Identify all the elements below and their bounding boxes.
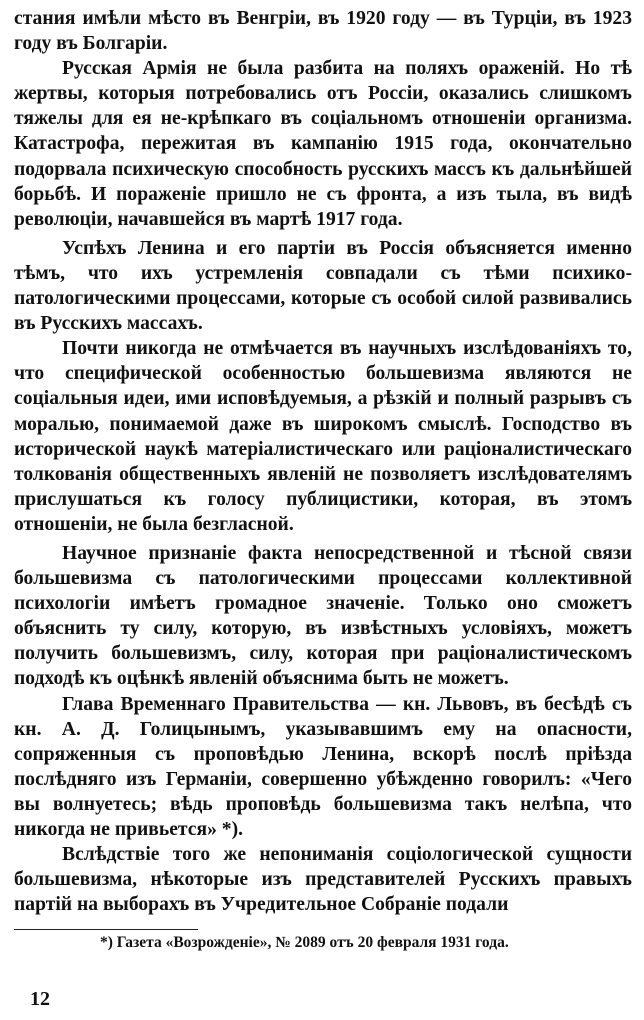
paragraph-5: Научное признаніе факта непосредственной и тѣсной связи большевизма съ патологическими процессами коллективной психологіи имѣетъ громадное значеніе. Только оно сможетъ объяснить ту силу, которую, въ извѣстныхъ условіяхъ, можетъ получить большевизмъ, силу, которая при раціоналистическомъ подходѣ къ оцѣнкѣ явленій объяснима быть не можетъ. xyxy=(14,542,632,690)
footnote: *) Газета «Возрожденіе», № 2089 отъ 20 февраля 1931 года. xyxy=(100,934,509,951)
paragraph-4: Почти никогда не отмѣчается въ научныхъ изслѣдованіяхъ то, что специфической особенностью большевизма являются не соціальныя идеи, ими исповѣдуемыя, а рѣзкій и полный разрывъ съ моралью, понимаемой даже въ широкомъ смыслѣ. Господство въ исторической наукѣ матеріалистическаго или раціоналистическаго толкованія общественныхъ явленій не позволяетъ изслѣдователямъ прислушаться къ голосу публицистики, которая, въ этомъ отношеніи, не была безгласной. xyxy=(14,338,632,535)
footnote-divider xyxy=(14,929,198,930)
paragraph-7: Вслѣдствіе того же непониманія соціологической сущности большевизма, нѣкоторые изъ представителей Русскихъ правыхъ партій на выборахъ въ Учредительное Собраніе подали xyxy=(14,844,632,916)
paragraph-6: Глава Временнаго Правительства — кн. Львовъ, въ бесѣдѣ съ кн. А. Д. Голицынымъ, указывавшимъ ему на опасности, сопряженныя съ проповѣдью Ленина, вскорѣ послѣ пріѣзда послѣдняго изъ Германіи, совершенно убѣжденно говорилъ: «Чего вы волнуетесь; вѣдь проповѣдь большевизма такъ нелѣпа, что никогда не привьется» *). xyxy=(14,693,632,840)
page-number: 12 xyxy=(30,988,50,1010)
paragraph-3: Успѣхъ Ленина и его партіи въ Россія объясняется именно тѣмъ, что ихъ устремленія совпадали съ тѣми психико-патологическими процессами, которые съ особой силой развивались въ Русскихъ массахъ. xyxy=(14,237,632,335)
paragraph-1: стания имѣли мѣсто въ Венгріи, въ 1920 году — въ Турціи, въ 1923 году въ Болгаріи. xyxy=(14,8,632,55)
page-body xyxy=(14,6,632,917)
paragraph-2: Русская Армія не была разбита на поляхъ ораженій. Но тѣ жертвы, которыя потребовались отъ Россіи, оказались слишкомъ тяжелы для ея не-крѣпкаго въ соціальномъ отношеніи организма. Катастрофа, пережитая въ кампанію 1915 года, окончательно подорвала психическую способность русскихъ массъ къ дальнѣйшей борьбѣ. И пораженіе пришло не съ фронта, а изъ тыла, въ видѣ революціи, начавшейся въ мартѣ 1917 года. xyxy=(14,58,632,230)
